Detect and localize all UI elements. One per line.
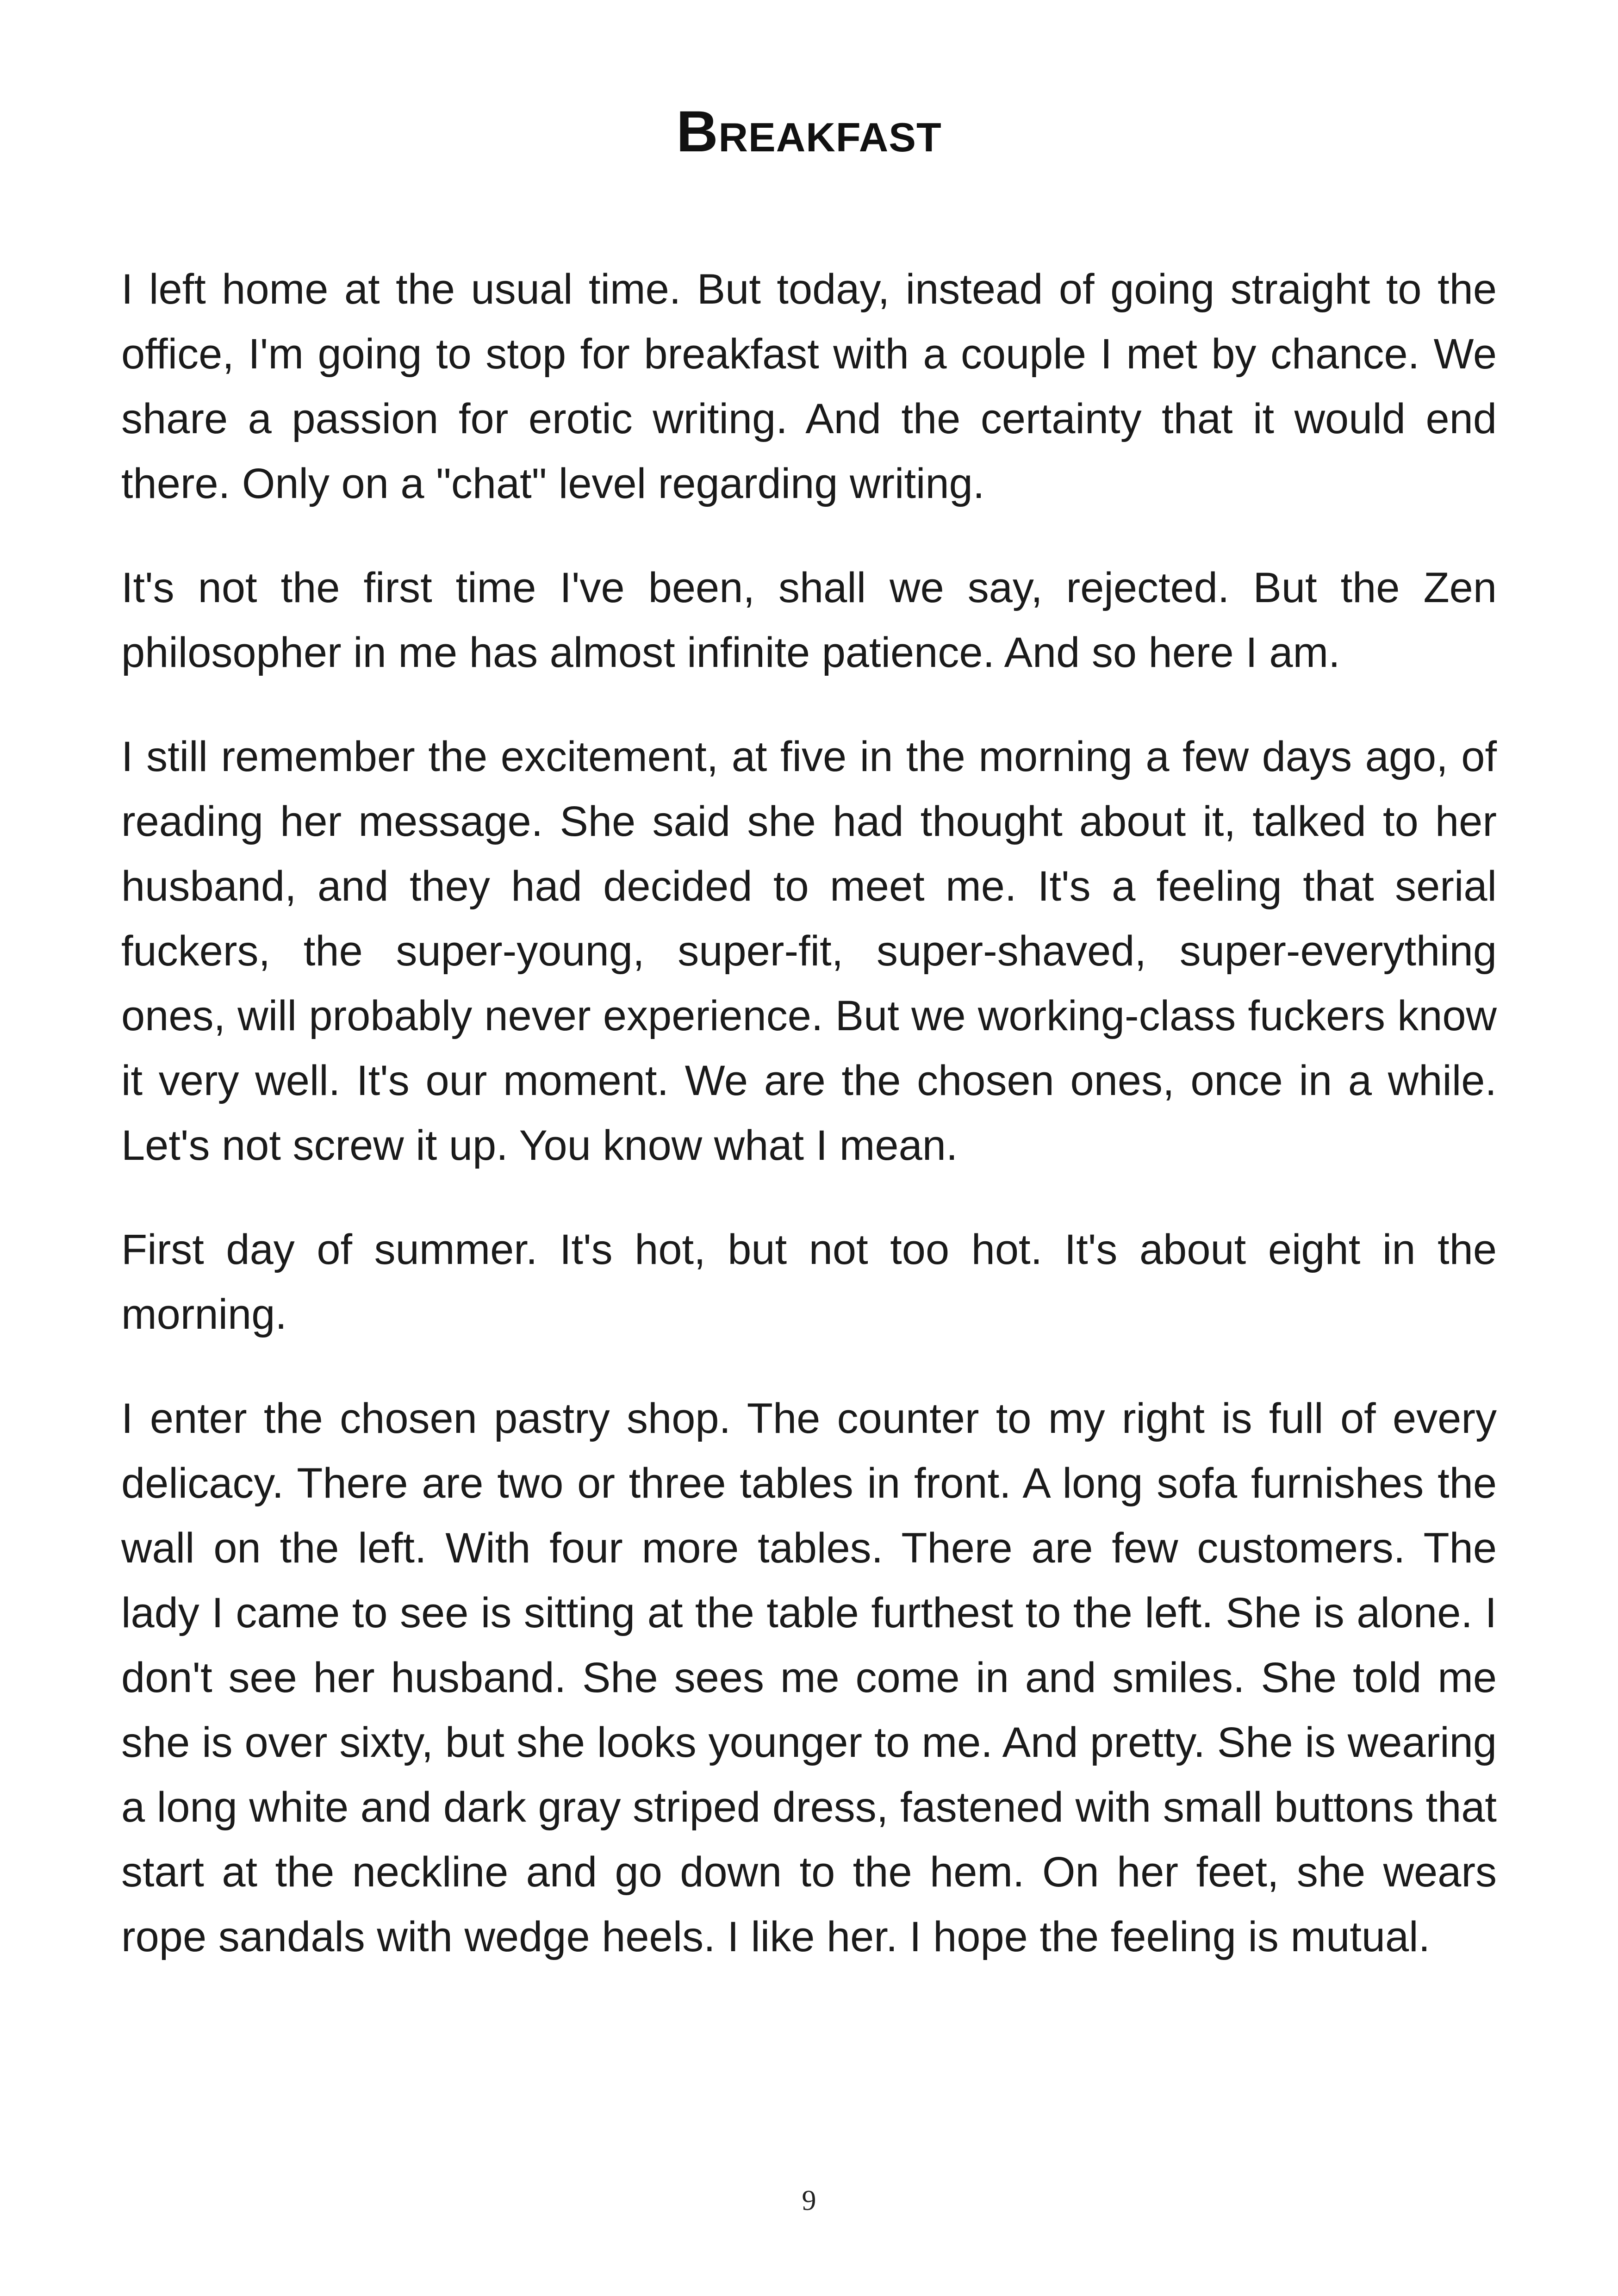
paragraph-1: I left home at the usual time. But today, instead of going straight to the office, I'm going to stop for breakfast with a couple I met by chance. We share a passion for erotic writing. And the certainty that it would end there. Only on a "chat" level regarding writing. — [121, 266, 1497, 507]
chapter-title: Breakfast — [676, 100, 942, 164]
paragraph-4: First day of summer. It's hot, but not too hot. It's about eight in the morning. — [121, 1226, 1497, 1338]
page-number: 9 — [802, 2185, 816, 2216]
paragraph-5: I enter the chosen pastry shop. The counter to my right is full of every delicacy. There are two or three tables in front. A long sofa furnishes the wall on the left. With four more tables. There are few customers. The lady I came to see is sitting at the table furthest to the left. She is alone. I don't see her husband. She sees me come in and smiles. She told me she is over sixty, but she looks younger to me. And pretty. She is wearing a long white and dark gray striped dress, fastened with small buttons that start at the neckline and go down to the hem. On her feet, she wears rope sandals with wedge heels. I like her. I hope the feeling is mutual. — [121, 1395, 1497, 1960]
chapter-body — [121, 257, 1497, 2009]
paragraph-3: I still remember the excitement, at five in the morning a few days ago, of reading her message. She said she had thought about it, talked to her husband, and they had decided to meet me. It's a feeling that serial fuckers, the super-young, super-fit, super-shaved, super-everything ones, will probably never experience. But we working-class fuckers know it very well. It's our moment. We are the chosen ones, once in a while. Let's not screw it up. You know what I mean. — [121, 733, 1497, 1169]
paragraph-2: It's not the first time I've been, shall we say, rejected. But the Zen philosopher in me has almost infinite patience. And so here I am. — [121, 564, 1497, 676]
